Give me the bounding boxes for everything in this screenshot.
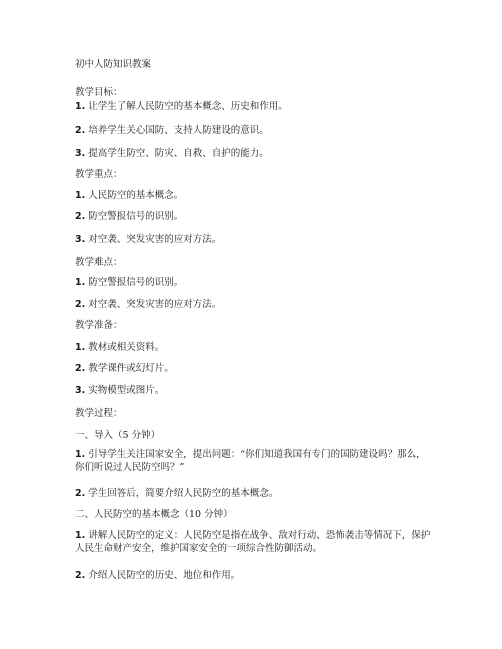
item-number: 2. (75, 363, 86, 374)
preparation-item (75, 341, 435, 354)
item-text: 培养学生关心国防、支持人防建设的意识。 (85, 125, 269, 136)
preparation-item (75, 362, 435, 375)
item-text: 让学生了解人民防空的基本概念、历史和作用。 (85, 101, 288, 112)
item-number: 1. (75, 449, 86, 460)
item-number: 3. (75, 234, 86, 245)
item-text: 对空袭、突发灾害的应对方法。 (85, 299, 222, 310)
difficulty-item (75, 298, 435, 311)
key-point-item (75, 233, 435, 246)
difficulties-heading: 教学难点： (75, 257, 123, 268)
key-point-item (75, 210, 435, 223)
document-title: 初中人防知识教案 (75, 59, 152, 70)
objective-item (75, 147, 435, 160)
item-text: 防空警报信号的识别。 (85, 211, 184, 222)
item-text: 引导学生关注国家安全，提出问题：“你们知道我国有专门的国防建设吗？那么，你们听说过人民防空吗？” (75, 449, 426, 473)
item-number: 1. (75, 277, 86, 288)
item-text: 教学课件或幻灯片。 (85, 363, 174, 374)
item-text: 教材或相关资料。 (85, 342, 165, 353)
item-number: 2. (75, 211, 86, 222)
preparation-item (75, 384, 435, 397)
item-number: 1. (75, 530, 86, 541)
item-number: 2. (75, 125, 86, 136)
preparation-heading: 教学准备： (75, 320, 123, 331)
item-text: 讲解人民防空的定义：人民防空是指在战争、敌对行动、恐怖袭击等情况下，保护人民生命财产安全，维护国家安全的一项综合性防御活动。 (75, 530, 431, 554)
item-text: 提高学生防空、防灾、自救、自护的能力。 (85, 148, 269, 159)
item-number: 1. (75, 342, 86, 353)
item-number: 2. (75, 299, 86, 310)
item-number: 1. (75, 101, 86, 112)
item-text: 实物模型或图片。 (85, 385, 165, 396)
item-text: 防空警报信号的识别。 (85, 277, 184, 288)
key-point-item (75, 189, 435, 202)
section-heading: 一、导入（5 分钟） (75, 430, 161, 441)
objectives-heading: 教学目标： (75, 87, 123, 98)
item-number: 3. (75, 148, 86, 159)
key-points-heading: 教学重点： (75, 169, 123, 180)
item-text: 对空袭、突发灾害的应对方法。 (85, 234, 222, 245)
section-item (75, 448, 435, 474)
objective-item (75, 124, 435, 137)
item-number: 3. (75, 385, 86, 396)
objective-item (75, 100, 435, 113)
section-heading: 二、人民防空的基本概念（10 分钟） (75, 509, 233, 520)
item-number: 2. (75, 570, 86, 581)
section-item (75, 529, 435, 555)
section-item (75, 569, 435, 582)
item-text: 人民防空的基本概念。 (85, 190, 184, 201)
item-text: 介绍人民防空的历史、地位和作用。 (85, 570, 241, 581)
item-number: 2. (75, 488, 86, 499)
item-text: 学生回答后，简要介绍人民防空的基本概念。 (85, 488, 279, 499)
item-number: 1. (75, 190, 86, 201)
process-heading: 教学过程： (75, 408, 123, 419)
section-item (75, 487, 435, 500)
difficulty-item (75, 276, 435, 289)
